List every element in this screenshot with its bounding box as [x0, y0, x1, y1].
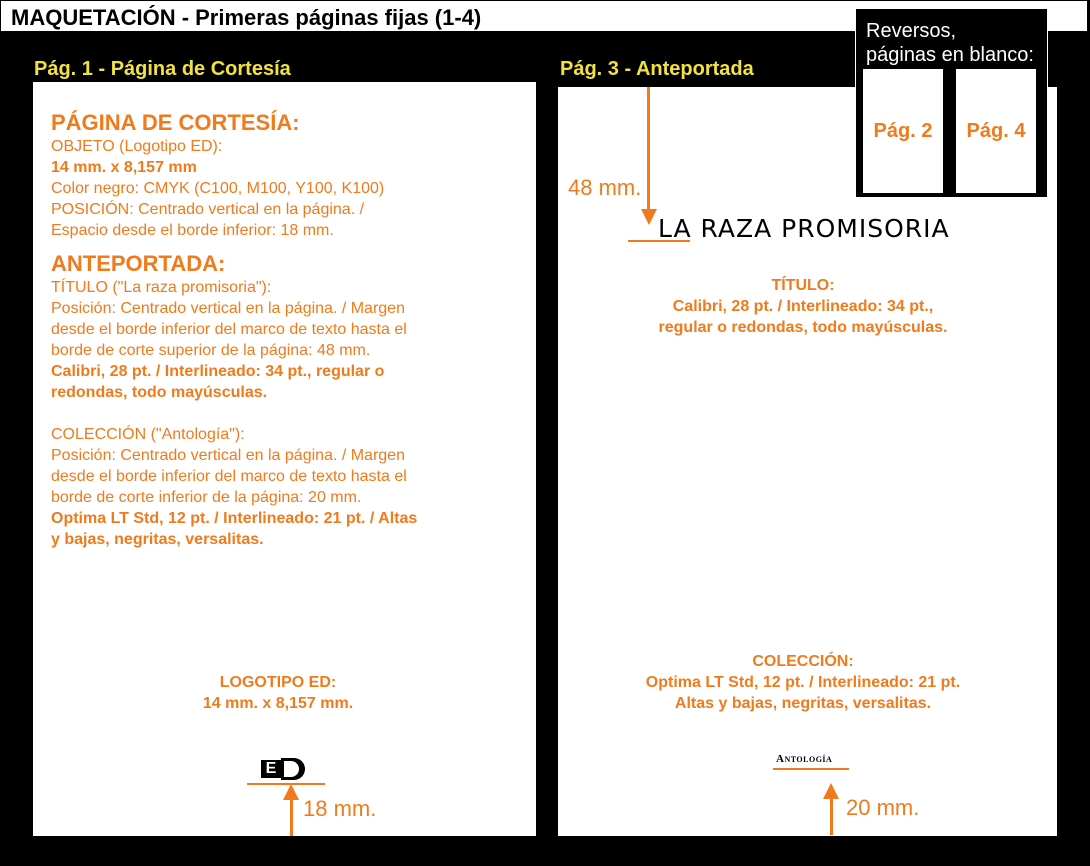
- cortesia-heading: PÁGINA DE CORTESÍA:: [51, 110, 300, 135]
- logo-caption: [33, 672, 523, 714]
- titulo-pos-line3: borde de corte superior de la página: 48 mm.: [51, 342, 371, 359]
- titulo-caption-line2: regular o redondas, todo mayúsculas.: [658, 319, 948, 336]
- measure-20mm: 20 mm.: [846, 795, 920, 820]
- logo-size: 14 mm. x 8,157 mm.: [202, 695, 354, 712]
- arrow-up-icon: [283, 784, 299, 800]
- arrow-48mm-shaft: [647, 87, 650, 213]
- coleccion-caption-line2: Altas y bajas, negritas, versalitas.: [674, 695, 932, 712]
- titulo-caption: [558, 275, 1048, 338]
- color-text: Color negro: CMYK (C100, M100, Y100, K100): [51, 180, 385, 197]
- ed-logo-d: [281, 758, 305, 780]
- coleccion-font-line1: Optima LT Std, 12 pt. / Interlineado: 21 pt. / Altas: [51, 510, 418, 527]
- coleccion-text: COLECCIÓN ("Antología"):: [51, 426, 245, 443]
- posicion-line1: POSICIÓN: Centrado vertical en la página. /: [51, 201, 365, 218]
- coleccion-pos-line3: borde de corte inferior de la página: 20 mm.: [51, 489, 362, 506]
- arrow-up-icon: [823, 783, 839, 799]
- titulo-caption-line1: Calibri, 28 pt. / Interlineado: 34 pt.,: [672, 298, 934, 315]
- page-title: MAQUETACIÓN - Primeras páginas fijas (1-4): [11, 5, 482, 30]
- titulo-caption-label: TÍTULO:: [771, 277, 835, 294]
- objeto-text: OBJETO (Logotipo ED):: [51, 138, 223, 155]
- antologia-baseline: [773, 768, 849, 770]
- page1-label: Pág. 1 - Página de Cortesía: [34, 58, 291, 80]
- objeto-size: 14 mm. x 8,157 mm: [51, 159, 197, 176]
- coleccion-caption: [558, 651, 1048, 714]
- measure-48mm: 48 mm.: [568, 175, 642, 200]
- titulo-pos-line1: Posición: Centrado vertical en la página. / Margen: [51, 300, 405, 317]
- reversos-title: [866, 19, 1034, 67]
- page3-sheet: [558, 87, 1057, 836]
- titulo-text: TÍTULO ("La raza promisoria"):: [51, 279, 272, 296]
- reversos-title-line1: Reversos,: [866, 20, 957, 42]
- titulo-font-line1: Calibri, 28 pt. / Interlineado: 34 pt., regular o: [51, 363, 385, 380]
- arrow-18mm-shaft: [290, 798, 293, 836]
- posicion-line2: Espacio desde el borde inferior: 18 mm.: [51, 222, 334, 239]
- anteportada-heading: ANTEPORTADA:: [51, 251, 226, 276]
- reversos-title-line2: páginas en blanco:: [866, 44, 1034, 66]
- coleccion-caption-line1: Optima LT Std, 12 pt. / Interlineado: 21 pt.: [645, 674, 961, 691]
- antologia-text: Antología: [776, 753, 833, 765]
- coleccion-pos-line2: desde el borde inferior del marco de texto hasta el: [51, 468, 407, 485]
- book-title: LA RAZA PROMISORIA: [658, 214, 950, 243]
- page1-spec-block: [51, 110, 521, 550]
- ed-logo: [261, 758, 307, 780]
- ed-logo-e: E: [261, 760, 281, 778]
- logo-label: LOGOTIPO ED:: [219, 674, 337, 691]
- page4-box: Pág. 4: [956, 69, 1036, 193]
- titulo-font-line2: redondas, todo mayúsculas.: [51, 384, 268, 401]
- page3-label: Pág. 3 - Anteportada: [560, 58, 754, 80]
- reversos-box: [855, 8, 1048, 198]
- coleccion-caption-label: COLECCIÓN:: [752, 653, 854, 670]
- coleccion-font-line2: y bajas, negritas, versalitas.: [51, 531, 264, 548]
- titulo-pos-line2: desde el borde inferior del marco de texto hasta el: [51, 321, 407, 338]
- arrow-20mm-shaft: [830, 797, 833, 835]
- measure-18mm: 18 mm.: [303, 796, 377, 821]
- coleccion-pos-line1: Posición: Centrado vertical en la página. / Margen: [51, 447, 405, 464]
- page2-box: Pág. 2: [863, 69, 943, 193]
- arrow-down-icon: [641, 209, 657, 225]
- page1-sheet: [33, 82, 536, 836]
